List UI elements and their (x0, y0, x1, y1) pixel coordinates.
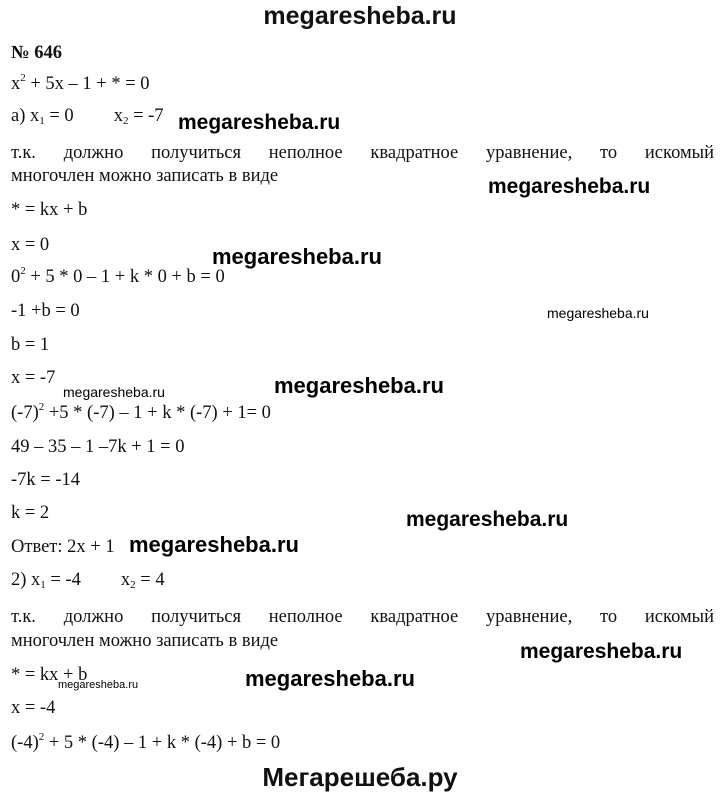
part-2-x2: x (120, 570, 131, 590)
sub-minus7 (11, 402, 271, 424)
x-minus4: x = -4 (11, 698, 56, 718)
watermark: megaresheba.ru (488, 175, 651, 198)
eq-b: -1 +b = 0 (11, 301, 80, 321)
sub-minus7-exp: 2 (38, 401, 45, 413)
answer-a: Ответ: 2x + 1 (11, 537, 115, 557)
note-b-line2: многочлен можно записать в виде (11, 631, 279, 651)
sub-minus4 (11, 732, 280, 754)
problem-number: № 646 (11, 43, 62, 63)
site-header: megaresheba.ru (263, 2, 457, 30)
note-a-line2: многочлен можно записать в виде (11, 166, 279, 186)
part-2-sub2: 2 (130, 579, 136, 591)
sub-minus4-rest: + 5 * (-4) – 1 + k * (-4) + b = 0 (44, 733, 281, 753)
form-a: * = kx + b (11, 200, 88, 220)
watermark: megaresheba.ru (178, 111, 341, 134)
watermark: megaresheba.ru (406, 508, 569, 531)
watermark: megaresheba.ru (212, 244, 382, 269)
equation (11, 73, 150, 95)
watermark: megaresheba.ru (129, 532, 299, 557)
watermark: megaresheba.ru (245, 666, 415, 691)
part-a-roots (11, 105, 164, 127)
part-2-sub1: 1 (40, 579, 46, 591)
site-footer: Мегарешеба.ру (262, 762, 458, 792)
note-b-line1: т.к. должно получиться неполное квадратное уравнение, то искомый (11, 607, 714, 627)
sub-zero (11, 266, 225, 288)
eq-exp: 2 (20, 72, 26, 84)
watermark: megaresheba.ru (58, 679, 139, 691)
watermark: megaresheba.ru (63, 384, 165, 400)
sub-minus7-base: (-7) (11, 403, 39, 423)
k-equation: -7k = -14 (11, 470, 81, 490)
x-zero: x = 0 (11, 235, 50, 255)
sub-minus4-exp: 2 (38, 731, 45, 743)
part-2-prefix: 2) x (11, 570, 41, 590)
note-a-line1: т.к. должно получиться неполное квадратное уравнение, то искомый (11, 143, 714, 163)
x-minus7: x = -7 (11, 368, 56, 388)
watermark: megaresheba.ru (274, 373, 444, 398)
part-2-v2: = 4 (135, 570, 165, 590)
part-a-sub1: 1 (39, 115, 45, 127)
k-value: k = 2 (11, 503, 50, 523)
sub-minus4-base: (-4) (11, 733, 39, 753)
b-value: b = 1 (11, 335, 50, 355)
part-a-prefix: а) x (11, 106, 40, 126)
part-a-sub2: 2 (122, 115, 129, 127)
part-a-x2: x (113, 106, 123, 126)
sub-minus7-rest: +5 * (-7) – 1 + k * (-7) + 1= 0 (44, 403, 271, 423)
sub-zero-rest: + 5 * 0 – 1 + k * 0 + b = 0 (25, 267, 225, 287)
part-a-v2: = -7 (128, 106, 164, 126)
part-2-roots (11, 569, 165, 591)
form-b: * = kx + b (11, 665, 88, 685)
watermark: megaresheba.ru (520, 640, 683, 663)
eq-rest: + 5x – 1 + * = 0 (25, 74, 150, 94)
watermark: megaresheba.ru (547, 305, 649, 321)
calc-line: 49 – 35 – 1 –7k + 1 = 0 (11, 437, 185, 457)
eq-x: x (11, 74, 21, 94)
part-2-v1: = -4 (45, 570, 81, 590)
sub-zero-exp: 2 (20, 265, 26, 277)
part-a-v1: = 0 (44, 106, 74, 126)
sub-zero-base: 0 (11, 267, 21, 287)
